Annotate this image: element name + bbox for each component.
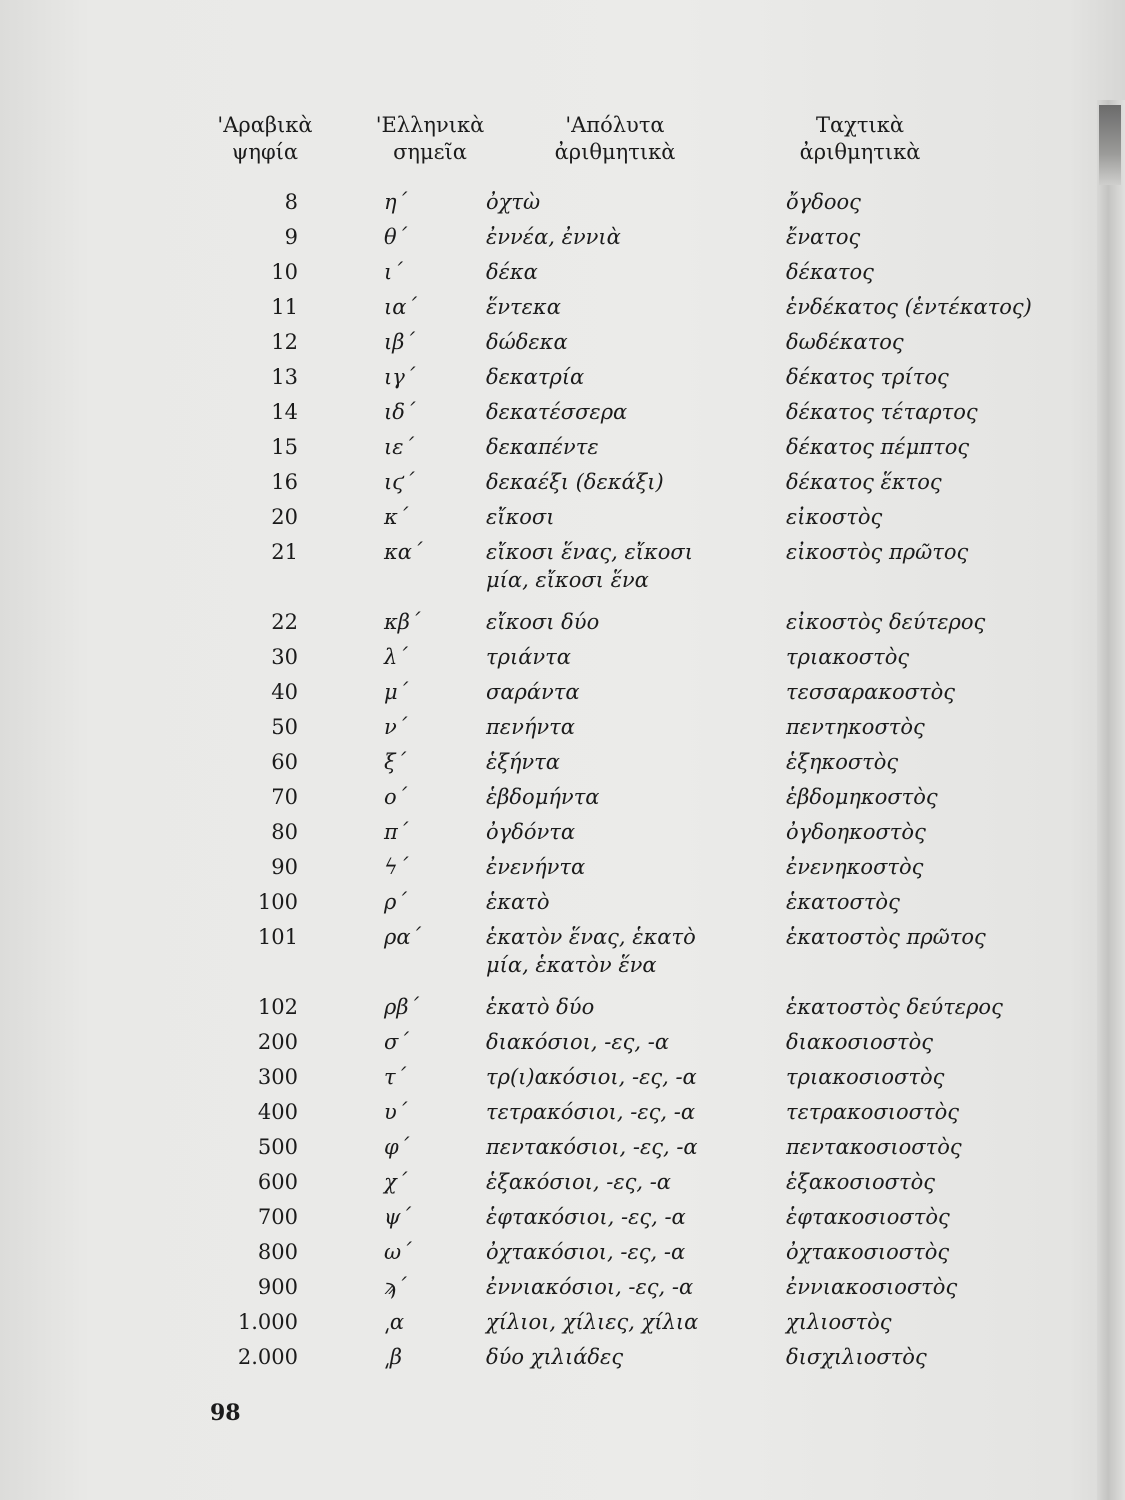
cardinal-text: ἑκατὸ δύο <box>486 995 595 1019</box>
arabic-digit-cell: 40 <box>271 680 298 704</box>
greek-sign-cell: ο΄ <box>384 785 408 809</box>
table-row <box>0 1343 1100 1378</box>
arabic-digit-cell: 15 <box>271 435 298 459</box>
greek-sign-cell: ψ΄ <box>384 1205 411 1229</box>
ordinal-cell: ὀχτακοσιοστὸς <box>786 1240 950 1264</box>
cardinal-text: δύο χιλιάδες <box>486 1345 624 1369</box>
ordinal-cell: εἰκοστὸς δεύτερος <box>786 610 986 634</box>
arabic-digit-cell: 600 <box>257 1170 298 1194</box>
arabic-digit-cell: 101 <box>257 925 298 949</box>
greek-sign-cell: π΄ <box>384 820 409 844</box>
greek-sign-cell: ιβ΄ <box>384 330 415 354</box>
header-text: ψηφία <box>231 140 299 164</box>
ordinal-cell: τεσσαρακοστὸς <box>786 680 956 704</box>
cardinal-cell <box>486 328 776 356</box>
cardinal-cell <box>486 363 776 391</box>
greek-sign-cell: ια΄ <box>384 295 417 319</box>
cardinal-cell <box>486 1308 776 1336</box>
cardinal-cell <box>486 468 776 496</box>
cardinal-cell <box>486 853 776 881</box>
cardinal-cell <box>486 188 776 216</box>
table-row <box>0 293 1100 328</box>
cardinal-text: εἴκοσι δύο <box>486 610 600 634</box>
ordinal-cell: τριακοστὸς <box>786 645 910 669</box>
page-edge-shadow <box>1099 105 1121 185</box>
ordinal-cell: ἑκατοστὸς δεύτερος <box>786 995 1003 1019</box>
cardinal-cell <box>486 783 776 811</box>
cardinal-cell <box>486 293 776 321</box>
header-text: 'Απόλυτα <box>565 113 665 137</box>
greek-sign-cell: η΄ <box>384 190 408 214</box>
table-row <box>0 1098 1100 1133</box>
arabic-digit-cell: 200 <box>257 1030 298 1054</box>
table-row <box>0 468 1100 503</box>
table-row <box>0 1133 1100 1168</box>
cardinal-text: ἑκατὸν ἕνας, ἑκατὸ <box>486 925 696 949</box>
table-header <box>0 112 1100 182</box>
arabic-digit-cell: 70 <box>271 785 298 809</box>
arabic-digit-cell: 300 <box>257 1065 298 1089</box>
cardinal-cell <box>486 258 776 286</box>
page-number: 98 <box>210 1400 241 1426</box>
ordinal-cell: δέκατος τρίτος <box>786 365 949 389</box>
cardinal-text: διακόσιοι, -ες, -α <box>486 1030 670 1054</box>
greek-sign-cell: ιϛ΄ <box>384 470 415 494</box>
ordinal-cell: δέκατος πέμπτος <box>786 435 970 459</box>
cardinal-text: δέκα <box>486 260 538 284</box>
arabic-digit-cell: 9 <box>284 225 298 249</box>
ordinal-cell: ἔνατος <box>786 225 861 249</box>
greek-sign-cell: ϡ΄ <box>384 1275 407 1299</box>
page-edge <box>1097 100 1125 1500</box>
cardinal-cell <box>486 1203 776 1231</box>
cardinal-cell <box>486 1063 776 1091</box>
arabic-digit-cell: 13 <box>271 365 298 389</box>
header-greek-signs <box>360 112 500 166</box>
table-row <box>0 503 1100 538</box>
arabic-digit-cell: 90 <box>271 855 298 879</box>
table-row <box>0 433 1100 468</box>
greek-sign-cell: σ΄ <box>384 1030 409 1054</box>
cardinal-cell <box>486 678 776 706</box>
greek-sign-cell: ι΄ <box>384 260 403 284</box>
greek-sign-cell: ιε΄ <box>384 435 415 459</box>
arabic-digit-cell: 100 <box>257 890 298 914</box>
arabic-digit-cell: 8 <box>284 190 298 214</box>
table-row <box>0 1168 1100 1203</box>
greek-sign-cell: κβ΄ <box>384 610 421 634</box>
header-cardinal-numbers <box>510 112 720 166</box>
greek-sign-cell: τ΄ <box>384 1065 407 1089</box>
arabic-digit-cell: 500 <box>257 1135 298 1159</box>
table-row <box>0 783 1100 818</box>
greek-sign-cell: χ΄ <box>384 1170 408 1194</box>
arabic-digit-cell: 30 <box>271 645 298 669</box>
cardinal-text: τρ(ι)ακόσιοι, -ες, -α <box>486 1065 697 1089</box>
header-text: 'Ελληνικὰ <box>375 113 485 137</box>
table-row <box>0 1273 1100 1308</box>
cardinal-text: τριάντα <box>486 645 571 669</box>
cardinal-cell <box>486 1028 776 1056</box>
greek-sign-cell: ρ΄ <box>384 890 407 914</box>
table-row <box>0 188 1100 223</box>
arabic-digit-cell: 800 <box>257 1240 298 1264</box>
table-row <box>0 608 1100 643</box>
greek-sign-cell: ρβ΄ <box>384 995 419 1019</box>
ordinal-cell: δωδέκατος <box>786 330 904 354</box>
numerals-table <box>0 188 1100 1378</box>
greek-sign-cell: ͵β <box>384 1345 402 1369</box>
greek-sign-cell: ιδ΄ <box>384 400 416 424</box>
cardinal-cell <box>486 223 776 251</box>
arabic-digit-cell: 50 <box>271 715 298 739</box>
arabic-digit-cell: 21 <box>271 540 298 564</box>
ordinal-cell: πεντακοσιοστὸς <box>786 1135 962 1159</box>
cardinal-cell <box>486 538 776 594</box>
cardinal-text: δεκαπέντε <box>486 435 599 459</box>
ordinal-cell: ἑκατοστὸς πρῶτος <box>786 925 986 949</box>
arabic-digit-cell: 400 <box>257 1100 298 1124</box>
ordinal-cell: τετρακοσιοστὸς <box>786 1100 960 1124</box>
cardinal-cell <box>486 398 776 426</box>
cardinal-text: τετρακόσιοι, -ες, -α <box>486 1100 695 1124</box>
arabic-digit-cell: 12 <box>271 330 298 354</box>
table-row <box>0 818 1100 853</box>
cardinal-cell <box>486 818 776 846</box>
cardinal-cell <box>486 608 776 636</box>
table-row <box>0 363 1100 398</box>
cardinal-cell <box>486 748 776 776</box>
cardinal-cell <box>486 503 776 531</box>
table-row <box>0 398 1100 433</box>
table-row <box>0 748 1100 783</box>
arabic-digit-cell: 16 <box>271 470 298 494</box>
table-row <box>0 223 1100 258</box>
cardinal-text: ὀγδόντα <box>486 820 576 844</box>
header-text: 'Αραβικὰ <box>217 113 313 137</box>
cardinal-text: ἑκατὸ <box>486 890 550 914</box>
cardinal-text: ἑβδομήντα <box>486 785 600 809</box>
cardinal-cell <box>486 643 776 671</box>
greek-sign-cell: ξ΄ <box>384 750 407 774</box>
arabic-digit-cell: 1.000 <box>237 1310 298 1334</box>
ordinal-cell: τριακοσιοστὸς <box>786 1065 945 1089</box>
table-row <box>0 1203 1100 1238</box>
cardinal-text: μία, εἴκοσι ἕνα <box>486 568 649 592</box>
cardinal-text: δεκατρία <box>486 365 585 389</box>
greek-sign-cell: ω΄ <box>384 1240 412 1264</box>
table-row <box>0 923 1100 993</box>
cardinal-cell <box>486 1098 776 1126</box>
cardinal-text: ἑξακόσιοι, -ες, -α <box>486 1170 671 1194</box>
ordinal-cell: χιλιοστὸς <box>786 1310 892 1334</box>
table-row <box>0 888 1100 923</box>
cardinal-text: δώδεκα <box>486 330 568 354</box>
table-row <box>0 1308 1100 1343</box>
table-row <box>0 258 1100 293</box>
cardinal-cell <box>486 923 776 979</box>
cardinal-text: ἐννιακόσιοι, -ες, -α <box>486 1275 694 1299</box>
cardinal-cell <box>486 1343 776 1371</box>
cardinal-text: ὀχτακόσιοι, -ες, -α <box>486 1240 686 1264</box>
greek-sign-cell: ν΄ <box>384 715 408 739</box>
cardinal-text: ἑφτακόσιοι, -ες, -α <box>486 1205 686 1229</box>
ordinal-cell: ὀγδοηκοστὸς <box>786 820 926 844</box>
cardinal-text: ἑξήντα <box>486 750 560 774</box>
ordinal-cell: εἰκοστὸς <box>786 505 883 529</box>
cardinal-cell <box>486 1238 776 1266</box>
greek-sign-cell: θ΄ <box>384 225 408 249</box>
cardinal-cell <box>486 1133 776 1161</box>
ordinal-cell: ἑξηκοστὸς <box>786 750 899 774</box>
ordinal-cell: διακοσιοστὸς <box>786 1030 934 1054</box>
cardinal-cell <box>486 433 776 461</box>
arabic-digit-cell: 80 <box>271 820 298 844</box>
table-row <box>0 993 1100 1028</box>
ordinal-cell: ἑνδέκατος (ἑντέκατος) <box>786 295 1032 319</box>
greek-sign-cell: μ΄ <box>384 680 409 704</box>
cardinal-text: πεντακόσιοι, -ες, -α <box>486 1135 698 1159</box>
cardinal-text: δεκαέξι (δεκάξι) <box>486 470 664 494</box>
header-text: ἀριθμητικὰ <box>799 140 921 164</box>
table-row <box>0 1063 1100 1098</box>
header-text: ἀριθμητικὰ <box>554 140 676 164</box>
arabic-digit-cell: 11 <box>271 295 298 319</box>
table-row <box>0 713 1100 748</box>
cardinal-text: εἴκοσι ἕνας, εἴκοσι <box>486 540 693 564</box>
arabic-digit-cell: 700 <box>257 1205 298 1229</box>
arabic-digit-cell: 60 <box>271 750 298 774</box>
greek-sign-cell: φ΄ <box>384 1135 410 1159</box>
arabic-digit-cell: 22 <box>271 610 298 634</box>
cardinal-cell <box>486 1273 776 1301</box>
arabic-digit-cell: 20 <box>271 505 298 529</box>
header-ordinal-numbers <box>780 112 940 166</box>
ordinal-cell: ἑφτακοσιοστὸς <box>786 1205 950 1229</box>
header-text: Ταχτικὰ <box>815 113 905 137</box>
greek-sign-cell: λ΄ <box>384 645 408 669</box>
table-row <box>0 643 1100 678</box>
header-text: σημεῖα <box>393 140 467 164</box>
cardinal-cell <box>486 1168 776 1196</box>
greek-sign-cell: ιγ΄ <box>384 365 416 389</box>
ordinal-cell: ἑκατοστὸς <box>786 890 900 914</box>
ordinal-cell: ἐνενηκοστὸς <box>786 855 924 879</box>
greek-sign-cell: κα΄ <box>384 540 423 564</box>
greek-sign-cell: ρα΄ <box>384 925 422 949</box>
table-row <box>0 1238 1100 1273</box>
arabic-digit-cell: 900 <box>257 1275 298 1299</box>
greek-sign-cell: υ΄ <box>384 1100 408 1124</box>
cardinal-text: δεκατέσσερα <box>486 400 628 424</box>
ordinal-cell: δέκατος ἕκτος <box>786 470 942 494</box>
table-row <box>0 328 1100 363</box>
greek-sign-cell: ͵α <box>384 1310 405 1334</box>
cardinal-text: ἐννέα, ἐννιὰ <box>486 225 621 249</box>
table-row <box>0 538 1100 608</box>
arabic-digit-cell: 14 <box>271 400 298 424</box>
cardinal-text: ἐνενήντα <box>486 855 586 879</box>
ordinal-cell: δέκατος <box>786 260 874 284</box>
table-row <box>0 853 1100 888</box>
cardinal-cell <box>486 888 776 916</box>
ordinal-cell: ὄγδοος <box>786 190 861 214</box>
arabic-digit-cell: 102 <box>257 995 298 1019</box>
ordinal-cell: πεντηκοστὸς <box>786 715 925 739</box>
cardinal-text: ἕντεκα <box>486 295 561 319</box>
greek-sign-cell: ϟ΄ <box>384 855 409 879</box>
cardinal-text: μία, ἑκατὸν ἕνα <box>486 953 657 977</box>
ordinal-cell: ἑβδομηκοστὸς <box>786 785 938 809</box>
cardinal-cell <box>486 713 776 741</box>
greek-sign-cell: κ΄ <box>384 505 409 529</box>
cardinal-cell <box>486 993 776 1021</box>
table-row <box>0 1028 1100 1063</box>
header-arabic-digits <box>180 112 350 166</box>
cardinal-text: ὀχτὼ <box>486 190 541 214</box>
ordinal-cell: ἐννιακοσιοστὸς <box>786 1275 958 1299</box>
ordinal-cell: δισχιλιοστὸς <box>786 1345 927 1369</box>
arabic-digit-cell: 2.000 <box>237 1345 298 1369</box>
cardinal-text: χίλιοι, χίλιες, χίλια <box>486 1310 699 1334</box>
cardinal-text: σαράντα <box>486 680 580 704</box>
ordinal-cell: δέκατος τέταρτος <box>786 400 978 424</box>
arabic-digit-cell: 10 <box>271 260 298 284</box>
ordinal-cell: εἰκοστὸς πρῶτος <box>786 540 969 564</box>
table-row <box>0 678 1100 713</box>
ordinal-cell: ἑξακοσιοστὸς <box>786 1170 935 1194</box>
cardinal-text: εἴκοσι <box>486 505 555 529</box>
cardinal-text: πενήντα <box>486 715 575 739</box>
